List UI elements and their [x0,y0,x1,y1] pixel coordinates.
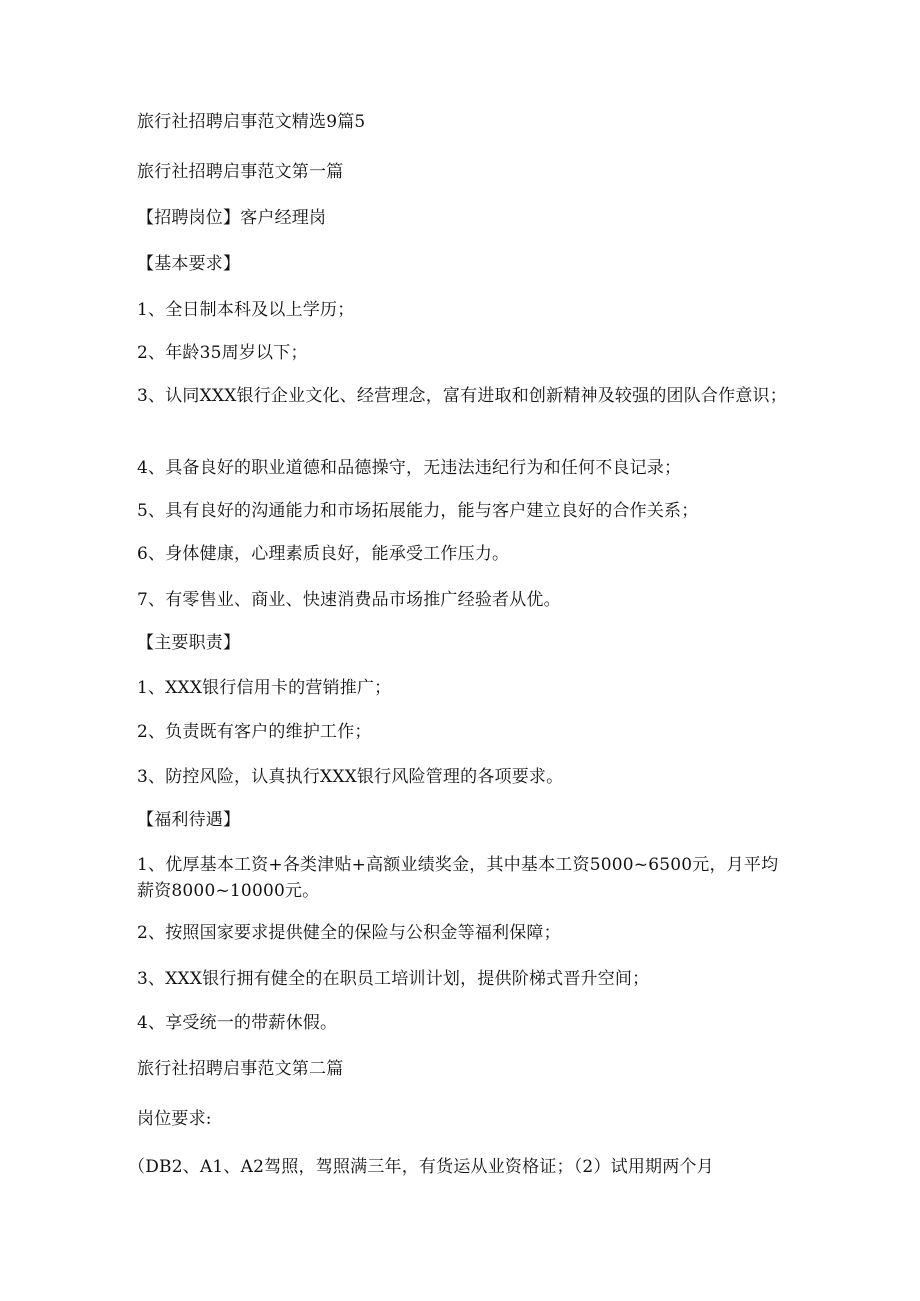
basic-requirement-item: 1、全日制本科及以上学历； [137,300,355,320]
basic-requirement-item: 6、身体健康，心理素质良好，能承受工作压力。 [137,544,510,564]
requirements-line: （DB2、A1、A2驾照，驾照满三年，有货运从业资格证；（2）试用期两个月 [128,1157,714,1177]
basic-requirement-item: 4、具备良好的职业道德和品德操守，无违法违纪行为和任何不良记录； [137,458,682,478]
basic-requirement-item: 3、认同XXX银行企业文化、经营理念，富有进取和创新精神及较强的团队合作意识； [137,386,787,406]
section1-heading: 旅行社招聘启事范文第一篇 [137,162,344,182]
position-line: 【招聘岗位】客户经理岗 [137,208,327,228]
basic-requirement-item: 5、具有良好的沟通能力和市场拓展能力，能与客户建立良好的合作关系； [137,501,699,521]
basic-requirement-item: 2、年龄35周岁以下； [137,343,308,363]
benefit-item: 2、按照国家要求提供健全的保险与公积金等福利保障； [137,923,561,943]
requirements-heading: 岗位要求: [137,1109,212,1129]
duty-item: 3、防控风险，认真执行XXX银行风险管理的各项要求。 [137,767,564,787]
basic-requirement-item: 7、有零售业、商业、快速消费品市场推广经验者从优。 [137,590,561,610]
duties-heading: 【主要职责】 [137,633,241,653]
duty-item: 2、负责既有客户的维护工作； [137,722,372,742]
section2-heading: 旅行社招聘启事范文第二篇 [137,1059,344,1079]
duty-item: 1、XXX银行信用卡的营销推广； [137,678,392,698]
benefit-item: 1、优厚基本工资+各类津贴+高额业绩奖金，其中基本工资5000~6500元，月平均薪资8000~10000元。 [137,855,779,901]
benefit-item: 3、XXX银行拥有健全的在职员工培训计划，提供阶梯式晋升空间； [137,969,650,989]
benefits-heading: 【福利待遇】 [137,810,241,830]
basic-requirements-heading: 【基本要求】 [137,254,241,274]
benefit-item: 4、享受统一的带薪休假。 [137,1013,338,1033]
document-title: 旅行社招聘启事范文精选9篇5 [137,112,366,132]
